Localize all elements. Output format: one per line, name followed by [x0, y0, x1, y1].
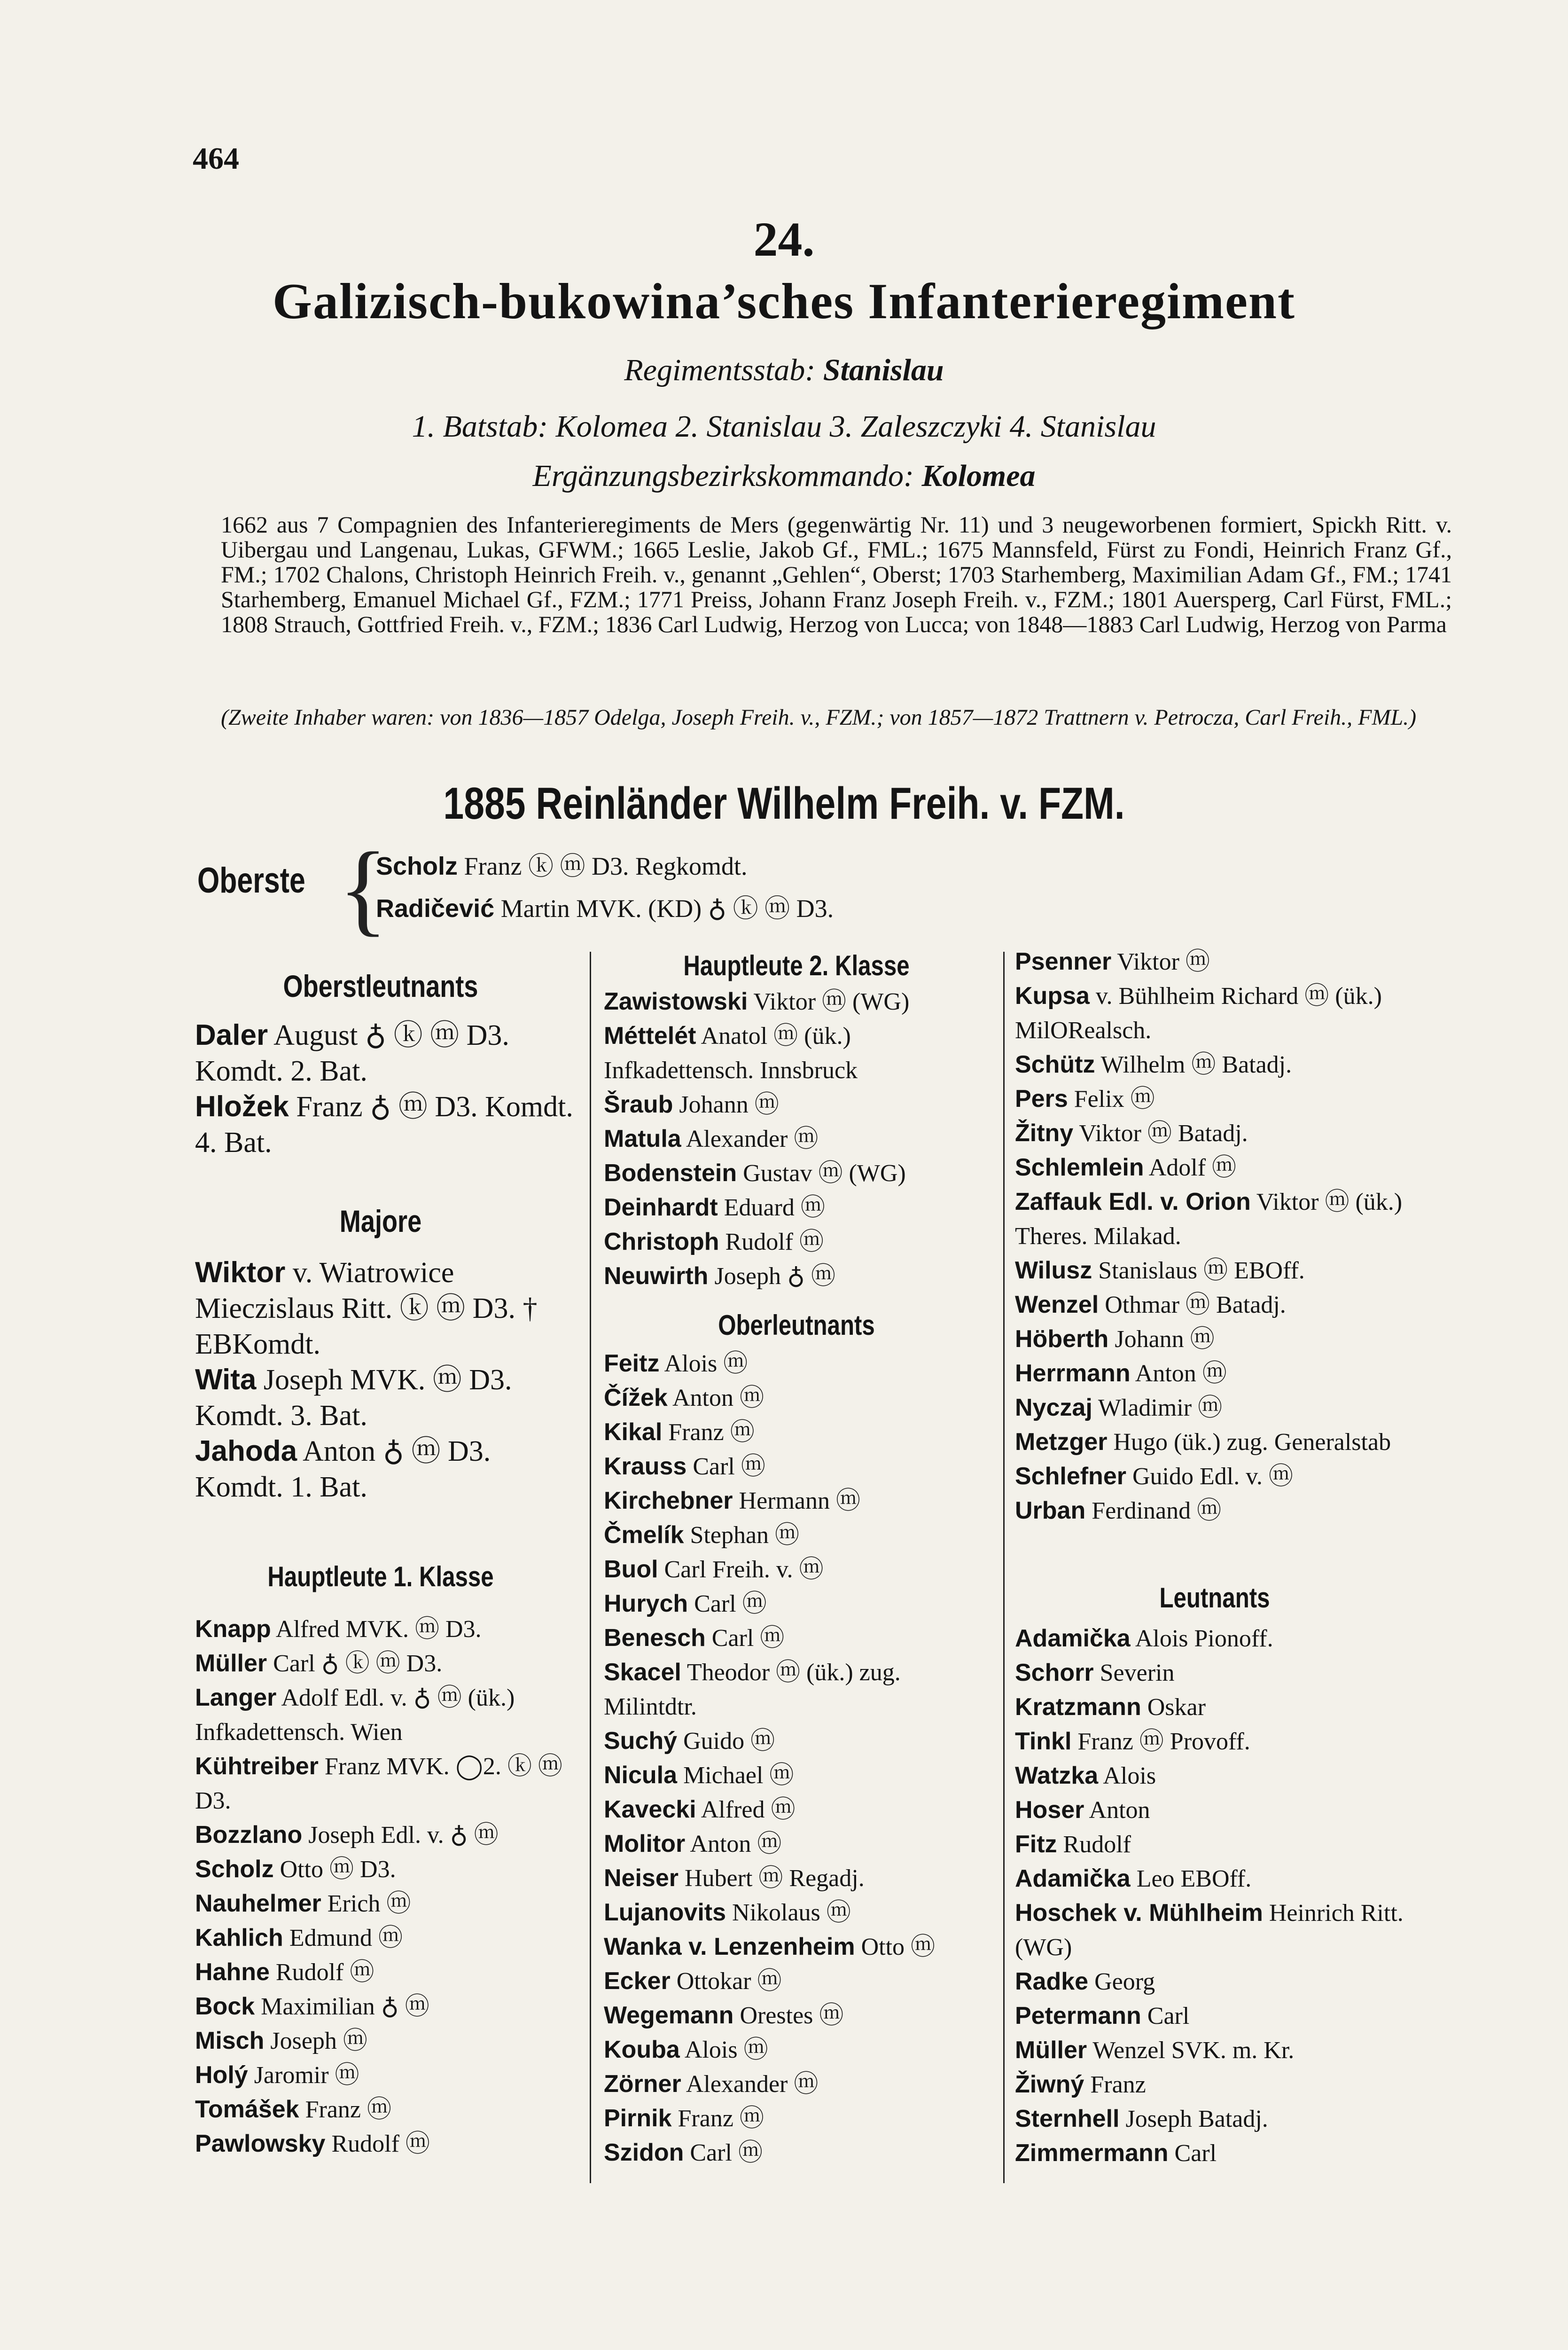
- person-details: Anton ⓜ: [685, 1831, 782, 1857]
- person-details: Nikolaus ⓜ: [726, 1899, 851, 1926]
- person-details: Stephan ⓜ: [684, 1522, 800, 1549]
- person-name: Herrmann: [1015, 1360, 1131, 1387]
- person-details: Adolf Edl. v. ♁ ⓜ (ük.) Infkadettensch. Wien: [195, 1684, 515, 1746]
- person-details: Joseph Edl. v. ♁ ⓜ: [302, 1822, 499, 1849]
- person-name: Scholz: [195, 1856, 274, 1883]
- person-name: Petermann: [1015, 2002, 1141, 2029]
- list-item: [604, 1122, 994, 1156]
- section-title-oberstleutnants: Oberstleutnants: [283, 969, 478, 1003]
- person-details: Oskar: [1141, 1694, 1206, 1721]
- person-name: Lujanovits: [604, 1899, 726, 1926]
- person-name: Höberth: [1015, 1325, 1109, 1353]
- oberleutnants-list: [604, 1347, 994, 2170]
- person-details: Alois Pionoff.: [1130, 1625, 1273, 1652]
- person-details: Wladimir ⓜ: [1092, 1394, 1223, 1421]
- person-details: Carl ♁ ⓚ ⓜ D3.: [267, 1650, 443, 1677]
- person-name: Zawistowski: [604, 988, 748, 1015]
- person-name: Deinhardt: [604, 1194, 718, 1221]
- person-name: Schorr: [1015, 1659, 1094, 1686]
- person-name: Tomášek: [195, 2096, 299, 2123]
- list-item: [195, 1921, 576, 1955]
- list-item: [604, 2067, 994, 2101]
- person-name: Feitz: [604, 1350, 660, 1377]
- person-name: Bodenstein: [604, 1159, 737, 1187]
- person-details: Franz ♁ ⓜ D3. Komdt. 4. Bat.: [195, 1091, 573, 1159]
- person-name: Neiser: [604, 1864, 679, 1892]
- person-details: Franz ⓜ: [662, 1419, 755, 1446]
- person-details: Erich ⓜ: [321, 1890, 411, 1917]
- list-item: [604, 1518, 994, 1552]
- person-name: Daler: [195, 1019, 268, 1051]
- list-item: [604, 2136, 994, 2170]
- list-item: [1015, 2068, 1414, 2102]
- person-name: Misch: [195, 2027, 265, 2054]
- person-name: Kühtreiber: [195, 1753, 319, 1780]
- section-title-leutnants: Leutnants: [1159, 1582, 1270, 1614]
- list-item: [1015, 2136, 1414, 2170]
- list-item: [1015, 1082, 1414, 1116]
- page-number: 464: [193, 141, 239, 176]
- person-details: Alexander ⓜ: [681, 2071, 819, 2098]
- person-details: Jaromir ⓜ: [248, 2062, 359, 2089]
- person-name: Hložek: [195, 1090, 289, 1123]
- person-details: Franz ⓜ: [671, 2105, 764, 2132]
- person-name: Matula: [604, 1125, 681, 1152]
- person-details: Wilhelm ⓜ Batadj.: [1095, 1051, 1292, 1078]
- list-item: [195, 1255, 576, 1362]
- person-details: Franz: [1084, 2071, 1146, 2098]
- person-details: Rudolf ⓜ: [719, 1229, 824, 1255]
- second-owners-note: (Zweite Inhaber waren: von 1836—1857 Odelga, Joseph Freih. v., FZM.; von 1857—1872 Trattnern v. Petrocza, Carl Freih., FML.): [221, 705, 1417, 730]
- person-name: Buol: [604, 1556, 658, 1583]
- person-name: Čmelík: [604, 1521, 684, 1549]
- person-name: Benesch: [604, 1624, 706, 1652]
- section-title-hauptleute-1: Hauptleute 1. Klasse: [267, 1561, 494, 1592]
- person-name: Tinkl: [1015, 1728, 1072, 1755]
- list-item: [195, 1612, 576, 1646]
- ergaenzung-label: Ergänzungsbezirkskommando:: [532, 459, 914, 493]
- list-item: [195, 2127, 576, 2161]
- person-name: Wiktor: [195, 1256, 286, 1289]
- person-name: Kupsa: [1015, 982, 1090, 1010]
- list-item: [604, 1861, 994, 1896]
- person-details: Joseph MVK. ⓜ D3. Komdt. 3. Bat.: [195, 1364, 512, 1432]
- person-name: Kikal: [604, 1418, 663, 1446]
- person-details: Felix ⓜ: [1068, 1086, 1155, 1112]
- ergaenzung-value: Kolomea: [921, 459, 1036, 493]
- person-name: Zörner: [604, 2070, 681, 2098]
- person-name: Watzka: [1015, 1762, 1099, 1789]
- list-item: [195, 1955, 576, 1990]
- list-item: [1015, 1622, 1414, 1656]
- list-item: [1015, 1896, 1414, 1965]
- person-details: Wenzel SVK. m. Kr.: [1087, 2037, 1295, 2064]
- list-item: [1015, 1322, 1414, 1356]
- person-details: Edmund ⓜ: [283, 1925, 403, 1951]
- person-details: Ottokar ⓜ: [670, 1968, 782, 1995]
- person-name: Hoser: [1015, 1796, 1084, 1824]
- person-name: Zaffauk Edl. v. Orion: [1015, 1188, 1251, 1215]
- person-name: Hurych: [604, 1590, 688, 1617]
- person-name: Neuwirth: [604, 1262, 709, 1290]
- list-item: [604, 1587, 994, 1621]
- section-title-hauptleute-2: Hauptleute 2. Klasse: [683, 950, 910, 981]
- person-name: Schütz: [1015, 1051, 1095, 1078]
- person-details: Hermann ⓜ: [733, 1488, 861, 1514]
- person-details: Theodor ⓜ (ük.) zug. Milintdtr.: [604, 1659, 901, 1720]
- person-details: Alfred ⓜ: [696, 1796, 796, 1823]
- person-name: Adamička: [1015, 1865, 1131, 1892]
- list-item: [195, 2058, 576, 2092]
- brace-symbol: {: [338, 831, 388, 946]
- person-details: Otto ⓜ D3.: [273, 1856, 396, 1883]
- person-name: Schlefner: [1015, 1463, 1126, 1490]
- list-item: [1015, 1793, 1414, 1827]
- list-item: [1015, 1048, 1414, 1082]
- person-name: Nicula: [604, 1762, 678, 1789]
- person-details: Adolf ⓜ: [1144, 1154, 1237, 1181]
- list-item: [195, 1646, 576, 1681]
- person-details: Eduard ⓜ: [718, 1194, 825, 1221]
- person-name: Wegemann: [604, 2002, 734, 2029]
- person-details: Guido Edl. v. ⓜ: [1126, 1463, 1293, 1490]
- person-name: Ecker: [604, 1967, 671, 1995]
- list-item: [1015, 2102, 1414, 2136]
- person-details: Franz MVK. ◯2. ⓚ ⓜ D3.: [195, 1753, 562, 1814]
- person-details: Joseph ⓜ: [264, 2028, 367, 2054]
- regiment-history: 1662 aus 7 Compagnien des Infanterieregiments de Mers (gegenwärtig Nr. 11) und 3 neugeworbenen formiert, Spickh Ritt. v. Uibergau und Langenau, Lukas, GFWM.; 1665 Leslie, Jakob Gf., FML.; 1675 Mannsfeld, Fürst zu Fondi, Heinrich Franz Gf., FM.; 1702 Chalons, Christoph Heinrich Freih. v., genannt „Gehlen“, Oberst; 1703 Starhemberg, Maximilian Adam Gf., FM.; 1741 Starhemberg, Emanuel Michael Gf., FZM.; 1771 Preiss, Johann Franz Joseph Freih. v., FZM.; 1801 Auersperg, Carl Fürst, FML.; 1808 Strauch, Gottfried Freih. v., FZM.; 1836 Carl Ludwig, Herzog von Lucca; von 1848—1883 Carl Ludwig, Herzog von Parma: [221, 511, 1452, 637]
- person-name: Psenner: [1015, 948, 1112, 975]
- list-item: [1015, 2033, 1414, 2068]
- list-item: [604, 1415, 994, 1449]
- list-item: [604, 1225, 994, 1259]
- person-details: Anatol ⓜ (ük.) Infkadettensch. Innsbruck: [604, 1023, 858, 1084]
- list-item: [604, 1019, 994, 1088]
- person-name: Knapp: [195, 1615, 271, 1643]
- column-divider: [590, 952, 591, 2183]
- person-details: Hugo (ük.) zug. Generalstab: [1107, 1429, 1391, 1456]
- person-details: Joseph ♁ ⓜ: [708, 1263, 836, 1290]
- list-item: [604, 1655, 994, 1724]
- list-item: [195, 1681, 576, 1749]
- list-item: [1015, 1391, 1414, 1425]
- oberst-details: Martin MVK. (KD) ♁ ⓚ ⓜ D3.: [500, 894, 834, 923]
- person-name: Müller: [195, 1650, 267, 1677]
- person-details: Orestes ⓜ: [733, 2002, 844, 2029]
- person-name: Metzger: [1015, 1428, 1108, 1456]
- person-details: Anton ⓜ: [667, 1385, 764, 1411]
- list-item: [604, 1758, 994, 1793]
- list-item: [195, 1749, 576, 1818]
- person-details: Leo EBOff.: [1130, 1865, 1252, 1892]
- regimentsstab-value: Stanislau: [823, 353, 944, 387]
- person-name: Wita: [195, 1363, 257, 1396]
- person-details: Viktor ⓜ Batadj.: [1073, 1120, 1248, 1147]
- person-details: Michael ⓜ: [677, 1762, 794, 1789]
- person-details: Otto ⓜ: [855, 1934, 936, 1960]
- person-name: Urban: [1015, 1497, 1086, 1524]
- hauptleute-2-list: [604, 985, 994, 1293]
- list-item: [1015, 1288, 1414, 1322]
- person-details: Rudolf: [1057, 1831, 1131, 1858]
- person-details: Georg: [1088, 1968, 1155, 1995]
- list-item: [604, 1724, 994, 1758]
- list-item: [604, 1621, 994, 1655]
- person-details: Gustav ⓜ (WG): [737, 1160, 906, 1187]
- person-name: Krauss: [604, 1453, 687, 1480]
- person-name: Pawlowsky: [195, 2130, 326, 2157]
- list-item: [604, 1381, 994, 1415]
- person-name: Fitz: [1015, 1831, 1057, 1858]
- list-item: [604, 2033, 994, 2067]
- list-item: [604, 1998, 994, 2033]
- person-details: v. Wiatrowice Mieczislaus Ritt. ⓚ ⓜ D3. † EBKomdt.: [195, 1257, 538, 1360]
- person-name: Kirchebner: [604, 1487, 733, 1514]
- person-details: Johann ⓜ: [1108, 1326, 1215, 1353]
- list-item: [195, 1018, 576, 1089]
- person-details: Stanislaus ⓜ EBOff.: [1092, 1257, 1305, 1284]
- person-details: Viktor ⓜ: [1111, 948, 1210, 975]
- list-item: [604, 1827, 994, 1861]
- person-details: Alexander ⓜ: [681, 1126, 819, 1152]
- person-details: Franz ⓜ Provoff.: [1071, 1728, 1250, 1755]
- person-name: Kouba: [604, 2036, 680, 2063]
- list-item: [1015, 1253, 1414, 1288]
- person-details: Anton ⓜ: [1130, 1360, 1227, 1387]
- list-item: [1015, 1116, 1414, 1151]
- person-name: Nyczaj: [1015, 1394, 1092, 1421]
- list-item: [1015, 1690, 1414, 1724]
- list-item: [604, 1191, 994, 1225]
- person-details: Rudolf ⓜ: [325, 2131, 430, 2157]
- person-name: Kavecki: [604, 1796, 696, 1823]
- person-details: Alois ⓜ: [659, 1350, 748, 1377]
- person-name: Schlemlein: [1015, 1154, 1144, 1181]
- person-name: Müller: [1015, 2037, 1087, 2064]
- list-item: [1015, 1827, 1414, 1862]
- person-name: Zimmermann: [1015, 2139, 1169, 2167]
- person-details: Carl: [1141, 2003, 1190, 2029]
- person-details: Maximilian ♁ ⓜ: [255, 1993, 429, 2020]
- person-name: Kratzmann: [1015, 1693, 1141, 1721]
- column-divider: [1003, 952, 1005, 2183]
- list-item: [1015, 1759, 1414, 1793]
- person-details: Franz ⓜ: [299, 2096, 391, 2123]
- oberst-name: Radičević: [376, 894, 495, 923]
- person-name: Wanka v. Lenzenheim: [604, 1933, 855, 1960]
- list-item: [1015, 1862, 1414, 1896]
- list-item: [195, 1990, 576, 2024]
- person-details: Carl: [1168, 2140, 1217, 2167]
- list-item: [604, 1930, 994, 1964]
- person-details: Heinrich Ritt. (WG): [1015, 1900, 1404, 1961]
- list-item: [604, 1896, 994, 1930]
- regiment-number: 24.: [753, 212, 815, 266]
- list-item: [604, 2101, 994, 2136]
- regiment-title: Galizisch-bukowina’sches Infanterieregiment: [273, 274, 1295, 329]
- ergaenzung-line: [0, 458, 1568, 494]
- person-name: Bock: [195, 1993, 255, 2020]
- leutnants-list: [1015, 1622, 1414, 2170]
- person-name: Žitny: [1015, 1120, 1074, 1147]
- person-details: Hubert ⓜ Regadj.: [679, 1865, 865, 1892]
- list-item: [1015, 979, 1414, 1048]
- person-details: Carl ⓜ: [686, 1453, 765, 1480]
- person-name: Jahoda: [195, 1435, 297, 1467]
- person-details: Carl ⓜ: [705, 1625, 785, 1652]
- person-details: Rudolf ⓜ: [269, 1959, 374, 1986]
- batstab-line: 1. Batstab: Kolomea 2. Stanislau 3. Zaleszczyki 4. Stanislau: [412, 409, 1156, 444]
- list-item: [195, 1852, 576, 1887]
- list-item: [1015, 1185, 1414, 1253]
- person-name: Szidon: [604, 2139, 684, 2166]
- person-name: Molitor: [604, 1830, 686, 1857]
- list-item: [604, 1484, 994, 1518]
- person-details: Othmar ⓜ Batadj.: [1099, 1292, 1286, 1318]
- hauptleute-1-list: [195, 1612, 576, 2161]
- person-name: Čížek: [604, 1384, 668, 1411]
- list-item: [195, 1362, 576, 1434]
- person-name: Pers: [1015, 1085, 1068, 1112]
- person-details: Carl ⓜ: [688, 1590, 767, 1617]
- list-item: [1015, 1724, 1414, 1759]
- list-item: [604, 1964, 994, 1998]
- person-details: August ♁ ⓚ ⓜ D3. Komdt. 2. Bat.: [195, 1019, 509, 1087]
- oberst-entry: [376, 846, 1034, 882]
- regiment-owner: 1885 Reinländer Wilhelm Freih. v. FZM.: [443, 778, 1125, 829]
- majore-list: [195, 1255, 576, 1505]
- person-details: Joseph Batadj.: [1119, 2106, 1268, 2132]
- oberleutnants-cont-list: [1015, 945, 1414, 1528]
- person-name: Hahne: [195, 1958, 270, 1986]
- oberst-entry: [376, 888, 1034, 924]
- list-item: [1015, 945, 1414, 979]
- list-item: [604, 1088, 994, 1122]
- section-title-oberleutnants: Oberleutnants: [718, 1309, 875, 1341]
- list-item: [604, 1552, 994, 1587]
- person-details: Viktor ⓜ (ük.) Theres. Milakad.: [1015, 1189, 1403, 1250]
- person-details: v. Bühlheim Richard ⓜ (ük.) MilORealsch.: [1015, 983, 1382, 1044]
- list-item: [1015, 1494, 1414, 1528]
- list-item: [195, 1887, 576, 1921]
- person-name: Pirnik: [604, 2105, 672, 2132]
- person-name: Wilusz: [1015, 1257, 1092, 1284]
- list-item: [604, 1259, 994, 1293]
- person-details: Johann ⓜ: [673, 1091, 779, 1118]
- person-name: Holý: [195, 2061, 248, 2089]
- list-item: [1015, 1999, 1414, 2033]
- oberst-name: Scholz: [376, 852, 458, 880]
- list-item: [195, 1818, 576, 1852]
- person-name: Kahlich: [195, 1924, 283, 1951]
- list-item: [195, 1089, 576, 1160]
- list-item: [604, 985, 994, 1019]
- regimentsstab-label: Regimentsstab:: [624, 353, 816, 387]
- list-item: [604, 1793, 994, 1827]
- section-title-majore: Majore: [339, 1204, 422, 1238]
- list-item: [1015, 1356, 1414, 1391]
- list-item: [1015, 1965, 1414, 1999]
- person-details: Severin: [1093, 1660, 1175, 1686]
- person-name: Méttelét: [604, 1022, 696, 1050]
- person-name: Adamička: [1015, 1625, 1131, 1652]
- list-item: [604, 1347, 994, 1381]
- list-item: [1015, 1656, 1414, 1690]
- person-details: Alois ⓜ: [679, 2037, 768, 2063]
- person-details: Anton ♁ ⓜ D3. Komdt. 1. Bat.: [195, 1435, 491, 1503]
- list-item: [195, 1434, 576, 1505]
- person-name: Radke: [1015, 1968, 1089, 1995]
- person-details: Guido ⓜ: [677, 1728, 775, 1755]
- person-details: Alfred MVK. ⓜ D3.: [271, 1616, 482, 1643]
- person-name: Šraub: [604, 1091, 673, 1118]
- list-item: [195, 2024, 576, 2058]
- list-item: [1015, 1459, 1414, 1494]
- person-name: Langer: [195, 1684, 277, 1711]
- person-name: Skacel: [604, 1659, 681, 1686]
- list-item: [1015, 1425, 1414, 1459]
- oberst-details: Franz ⓚ ⓜ D3. Regkomdt.: [464, 852, 748, 880]
- person-details: Carl ⓜ: [684, 2139, 763, 2166]
- person-name: Žiwný: [1015, 2071, 1084, 2098]
- person-name: Hoschek v. Mühlheim: [1015, 1899, 1263, 1927]
- person-name: Bozzlano: [195, 1821, 303, 1849]
- person-name: Nauhelmer: [195, 1890, 321, 1917]
- person-name: Suchý: [604, 1727, 678, 1755]
- oberstleutnants-list: [195, 1018, 576, 1160]
- person-name: Sternhell: [1015, 2105, 1120, 2132]
- person-details: Ferdinand ⓜ: [1085, 1497, 1222, 1524]
- oberste-label: Oberste: [197, 861, 305, 901]
- regimentsstab-line: [0, 352, 1568, 388]
- person-details: Viktor ⓜ (WG): [748, 988, 910, 1015]
- person-name: Wenzel: [1015, 1291, 1099, 1318]
- person-details: Alois: [1098, 1762, 1156, 1789]
- person-name: Christoph: [604, 1228, 719, 1255]
- list-item: [195, 2092, 576, 2127]
- list-item: [1015, 1151, 1414, 1185]
- list-item: [604, 1449, 994, 1484]
- person-details: Anton: [1084, 1797, 1150, 1824]
- list-item: [604, 1156, 994, 1191]
- person-details: Carl Freih. v. ⓜ: [658, 1556, 824, 1583]
